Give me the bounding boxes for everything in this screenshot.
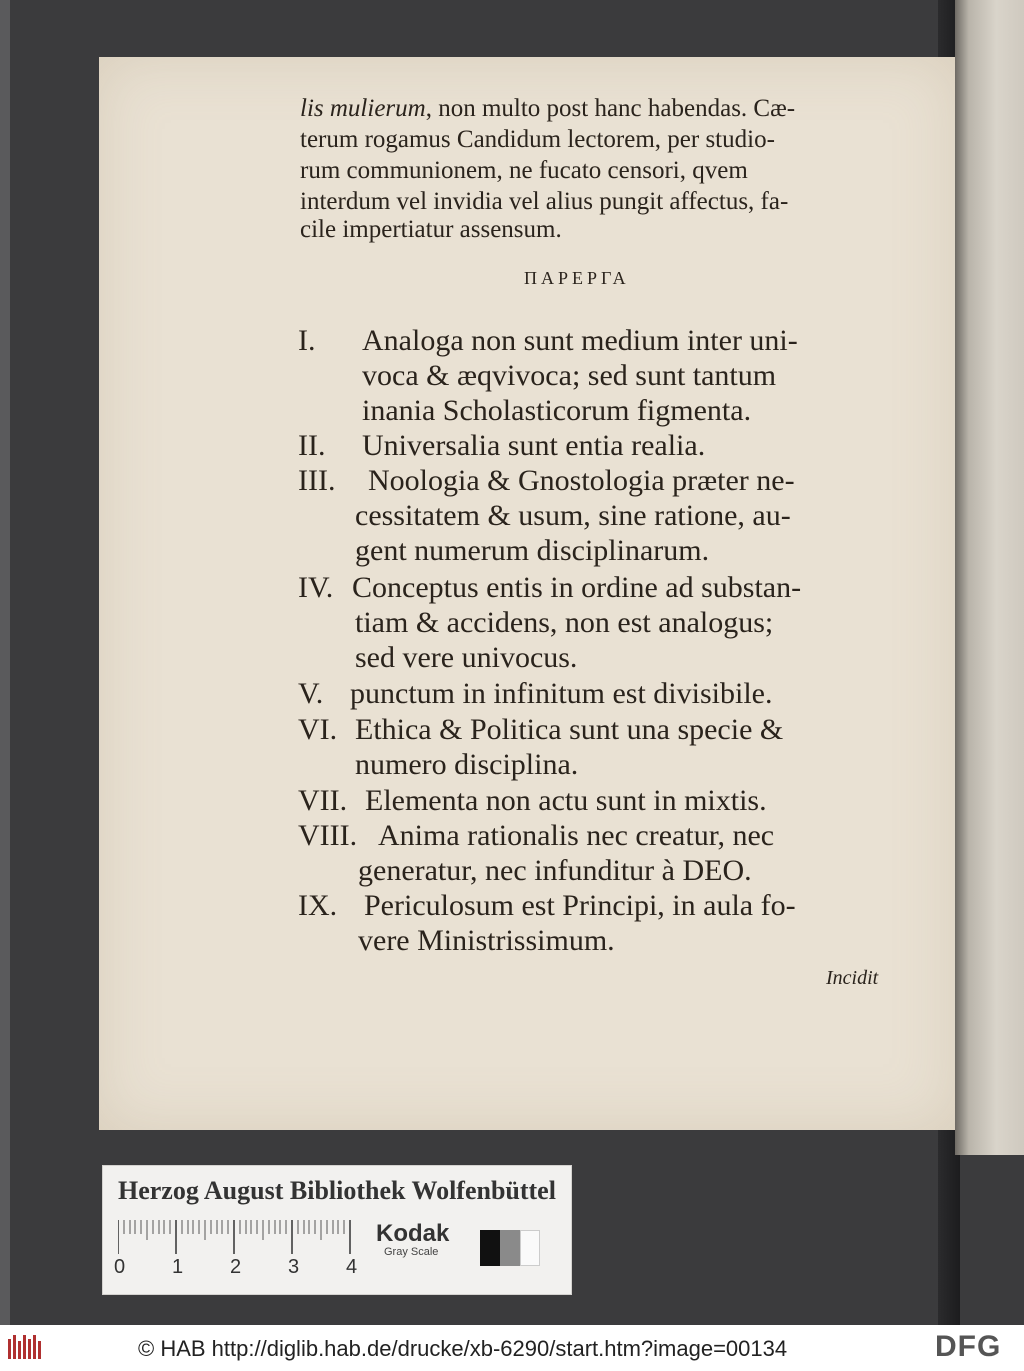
thesis-3-line-1: Noologia & Gnostologia præter ne-: [368, 464, 795, 497]
thesis-3-line-2: cessitatem & usum, sine ratione, au-: [355, 499, 791, 532]
thesis-9-line-1: Periculosum est Principi, in aula fo-: [364, 889, 796, 922]
thesis-7-line-1: Elementa non actu sunt in mixtis.: [365, 784, 767, 817]
thesis-1-line-3: inania Scholasticorum figmenta.: [362, 394, 752, 427]
gray-patch-mid: [500, 1230, 520, 1266]
thesis-5-line-1: punctum in infinitum est divisibile.: [350, 677, 773, 710]
thesis-1-number: I.: [298, 324, 316, 357]
ruler-number-3: 3: [288, 1256, 300, 1278]
ruler-number-0: 0: [114, 1256, 126, 1278]
scan-edge: [0, 0, 10, 1325]
thesis-4-line-1: Conceptus entis in ordine ad substan-: [352, 571, 802, 604]
thesis-7-number: VII.: [298, 784, 348, 817]
library-name: Herzog August Bibliothek Wolfenbüttel: [118, 1176, 556, 1205]
thesis-3-line-3: gent numerum disciplinarum.: [355, 534, 710, 567]
thesis-8-line-1: Anima rationalis nec creatur, nec: [378, 819, 775, 852]
thesis-8-number: VIII.: [298, 819, 358, 852]
kodak-brand: Kodak: [376, 1220, 450, 1247]
thesis-4-line-3: sed vere univocus.: [355, 641, 578, 674]
thesis-3-number: III.: [298, 464, 336, 497]
intro-line-2: terum rogamus Candidum lectorem, per studio-: [300, 126, 775, 153]
section-heading: ΠΑΡΕΡΓΑ: [524, 268, 630, 288]
ruler-number-2: 2: [230, 1256, 242, 1278]
intro-line-1: [300, 93, 795, 124]
hab-logo-icon: [6, 1333, 46, 1363]
thesis-9-number: IX.: [298, 889, 338, 922]
footer-copyright-link[interactable]: © HAB http://diglib.hab.de/drucke/xb-6290/start.htm?image=00134: [138, 1336, 788, 1361]
thesis-9-line-2: vere Ministrissimum.: [358, 924, 615, 957]
catchword: Incidit: [826, 967, 879, 989]
intro-line-1-rest: , non multo post hanc habendas. Cæ-: [425, 95, 796, 122]
thesis-4-line-2: tiam & accidens, non est analogus;: [355, 606, 774, 639]
ruler-icon: [118, 1218, 368, 1258]
thesis-2-line-1: Universalia sunt entia realia.: [362, 429, 706, 462]
facing-page-edge: [955, 0, 1024, 1155]
dfg-logo: DFG: [935, 1330, 1002, 1363]
gray-patch-black: [480, 1230, 500, 1266]
thesis-4-number: IV.: [298, 571, 334, 604]
thesis-2-number: II.: [298, 429, 326, 462]
thesis-1-line-1: Analoga non sunt medium inter uni-: [362, 324, 798, 357]
thesis-6-line-1: Ethica & Politica sunt una specie &: [355, 713, 784, 746]
intro-line-4: interdum vel invidia vel alius pungit affectus, fa-: [300, 188, 789, 215]
ruler-number-4: 4: [346, 1256, 358, 1278]
thesis-8-line-2: generatur, nec infunditur à DEO.: [358, 854, 752, 887]
thesis-6-number: VI.: [298, 713, 338, 746]
thesis-5-number: V.: [298, 677, 324, 710]
thesis-6-line-2: numero disciplina.: [355, 748, 579, 781]
gray-scale-label: Gray Scale: [384, 1246, 439, 1258]
intro-line-5: cile impertiatur assensum.: [300, 216, 562, 243]
intro-italic: lis mulierum: [300, 95, 426, 122]
intro-line-3: rum communionem, ne fucato censori, qvem: [300, 157, 748, 184]
gray-patch-white: [520, 1230, 540, 1266]
thesis-1-line-2: voca & æqvivoca; sed sunt tantum: [362, 359, 777, 392]
ruler-number-1: 1: [172, 1256, 184, 1278]
